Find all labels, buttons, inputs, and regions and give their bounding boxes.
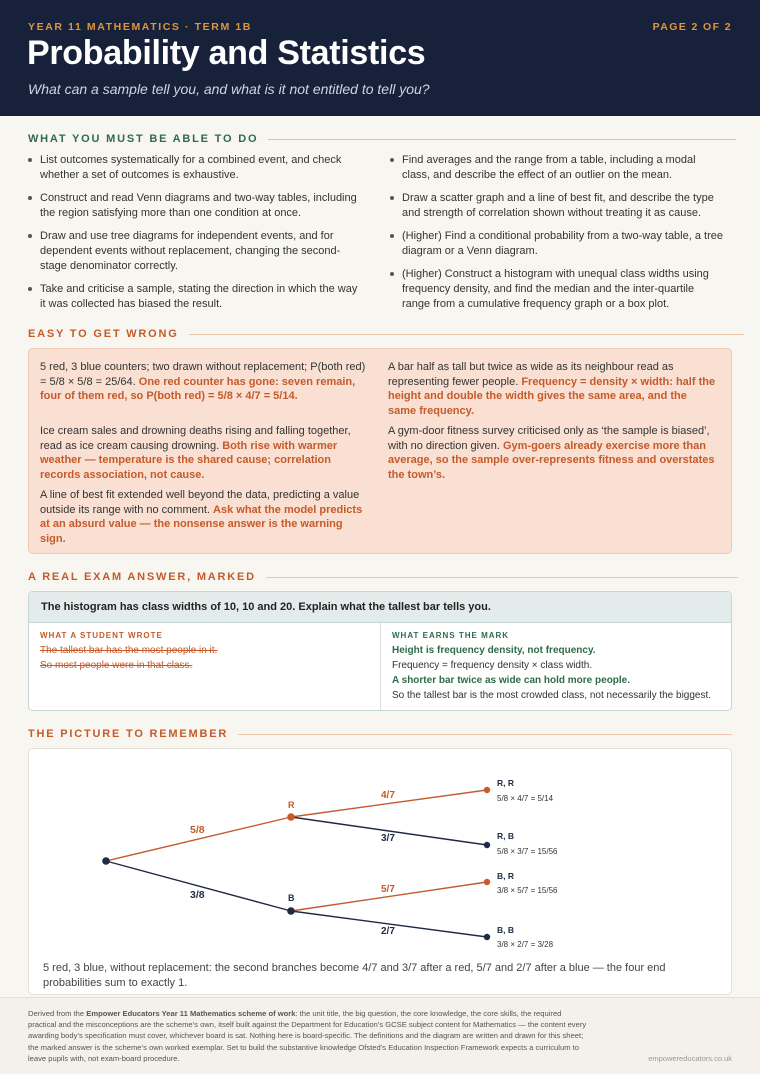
footer-note: [28, 1008, 588, 1064]
student-answer-line: The tallest bar has the most people in it.: [40, 645, 218, 656]
mistake-item: [40, 424, 370, 482]
node-red: [287, 813, 295, 821]
outcome-label: B, B: [497, 925, 514, 935]
mistake-wrong: A bar half as tall but twice as wide as its neighbour read as representing fewer people.: [388, 361, 674, 388]
mark-line: A shorter bar twice as wide can hold more people.: [392, 675, 631, 686]
mistake-wrong: 5 red, 3 blue counters; two drawn without replacement; P(both red) = 5/8 × 5/8 = 25/64.: [40, 361, 366, 388]
skill-item: (Higher) Find a conditional probability from a two-way table, a tree diagram or a Venn diagram.: [390, 229, 725, 259]
mistake-item: [40, 360, 370, 404]
picture-heading-text: THE PICTURE TO REMEMBER: [28, 728, 229, 740]
skills-list-right: [390, 153, 725, 320]
outcome-calc: 3/8 × 2/7 = 3/28: [497, 940, 554, 949]
tree-diagram: [29, 749, 733, 959]
exam-answer-box: [28, 591, 732, 711]
exam-question: [29, 592, 732, 623]
course-kicker: YEAR 11 MATHEMATICS · TERM 1B: [28, 21, 252, 33]
skill-item: Draw a scatter graph and a line of best fit, and describe the type and strength of correlation shown without treating it as cause.: [390, 191, 725, 221]
branch-blue-first: [106, 861, 291, 911]
skills-list-left: [28, 153, 363, 320]
mistake-wrong: Ice cream sales and drowning deaths rising and falling together, read as ice cream causing drowning.: [40, 425, 351, 452]
skills-heading-rule: [268, 139, 736, 140]
mistake-wrong: A line of best fit extended well beyond the data, predicting a value outside its range with no comment.: [40, 489, 360, 516]
end-node: [484, 934, 490, 940]
end-node: [484, 842, 490, 848]
picture-heading-rule: [238, 734, 732, 735]
outcome-label: B, R: [497, 871, 514, 881]
page-title: Probability and Statistics: [27, 34, 426, 72]
branch-label-blue-blue: 2/7: [381, 926, 395, 937]
skill-item: Find averages and the range from a table, including a modal class, and describe the effect of an outlier on the mean.: [390, 153, 725, 183]
skill-item: List outcomes systematically for a combined event, and check whether a set of outcomes is exhaustive.: [28, 153, 363, 183]
mistakes-heading-rule: [189, 334, 744, 335]
page-number: PAGE 2 OF 2: [652, 21, 732, 33]
student-answer-line: So most people were in that class.: [40, 660, 193, 671]
mistake-fix: One red counter has gone: seven remain, four of them red, so P(both red) = 5/8 × 4/7 = 5/14.: [40, 375, 356, 402]
branch-label-red-first: 5/8: [190, 824, 205, 836]
mark-label: WHAT EARNS THE MARK: [392, 631, 510, 640]
outcome-calc: 5/8 × 3/7 = 15/56: [497, 847, 558, 856]
end-node: [484, 879, 490, 885]
mistakes-box: [28, 348, 732, 554]
footer-source: Empower Educators Year 11 Mathematics scheme of work: [86, 1009, 296, 1018]
skills-heading: [28, 133, 736, 145]
mistake-fix: Both rise with warmer weather — temperature is the shared cause; correlation records association, not cause.: [40, 439, 338, 481]
skill-item: Take and criticise a sample, stating the direction in which the way it was collected has biased the result.: [28, 282, 363, 312]
picture-heading: [28, 728, 732, 740]
mistake-wrong: A gym-door fitness survey criticised only as ‘the sample is biased’, with no direction given.: [388, 425, 710, 452]
node-label-blue: B: [288, 893, 295, 903]
footer-post: : the unit title, the big question, the core knowledge, the core skills, the required practical and the misconceptions are the scheme’s own, itself built against the Department for Education’s GCSE subject content for Mathematics — the content every awarding body’s specification must cover, whichever board is sat. Nothing here is board-specific. The definitions and the diagram are written and drawn for this sheet; the marked answer is the scheme’s own worked exemplar. Set to build the substantive knowledge Ofsted’s Education Inspection Framework expects a curriculum to leave pupils with, not exam-board procedure.: [28, 1009, 587, 1063]
branch-label-red-red: 4/7: [381, 790, 395, 801]
end-node: [484, 787, 490, 793]
mark-line: Height is frequency density, not frequency.: [392, 645, 596, 656]
page-footer: [0, 997, 760, 1074]
mark-line: Frequency = frequency density × class width.: [392, 660, 593, 671]
mistake-fix: Ask what the model predicts at an absurd value — the nonsense answer is the warning sign.: [40, 503, 363, 545]
mistakes-heading: [28, 328, 744, 340]
footer-url: empowereducators.co.uk: [648, 1054, 732, 1063]
student-answer-label: WHAT A STUDENT WROTE: [40, 631, 163, 640]
skills-heading-text: WHAT YOU MUST BE ABLE TO DO: [28, 133, 259, 145]
branch-label-red-blue: 3/7: [381, 833, 395, 844]
skill-item: (Higher) Construct a histogram with unequal class widths using frequency density, and find the median and the inter-quartile range from a cumulative frequency graph or a box plot.: [390, 267, 725, 312]
skill-item: Draw and use tree diagrams for independent events, and for dependent events without replacement, changing the second-stage denominator correctly.: [28, 229, 363, 274]
footer-pre: Derived from the: [28, 1009, 87, 1018]
mistake-item: [388, 424, 718, 482]
mistake-item: [388, 360, 718, 418]
outcome-label: R, B: [497, 831, 514, 841]
branch-label-blue-first: 3/8: [190, 889, 205, 901]
root-node: [102, 857, 110, 865]
exam-heading: [28, 571, 738, 583]
node-blue: [287, 907, 295, 915]
tree-diagram-box: [28, 748, 732, 995]
exam-heading-rule: [266, 577, 738, 578]
column-divider: [380, 623, 381, 711]
outcome-label: R, R: [497, 778, 514, 788]
page-header: [0, 0, 760, 116]
mistake-fix: Gym-goers already exercise more than average, so the sample over-represents fitness and overstates the town’s.: [388, 439, 715, 481]
mistake-item: [40, 488, 370, 546]
node-label-red: R: [288, 800, 295, 810]
mark-line: So the tallest bar is the most crowded class, not necessarily the biggest.: [392, 690, 712, 701]
exam-question-text: The histogram has class widths of 10, 10 and 20. Explain what the tallest bar tells you.: [41, 601, 491, 613]
mistakes-heading-text: EASY TO GET WRONG: [28, 328, 179, 340]
outcome-calc: 5/8 × 4/7 = 5/14: [497, 794, 554, 803]
branch-label-blue-red: 5/7: [381, 884, 395, 895]
exam-heading-text: A REAL EXAM ANSWER, MARKED: [28, 571, 256, 583]
skill-item: Construct and read Venn diagrams and two-way tables, including the region satisfying more than one condition at once.: [28, 191, 363, 221]
page-subtitle: What can a sample tell you, and what is it not entitled to tell you?: [28, 81, 430, 97]
outcome-calc: 3/8 × 5/7 = 15/56: [497, 886, 558, 895]
mistake-fix: Frequency = density × width: half the height and double the width gives the same area, and the same frequency.: [388, 375, 716, 417]
diagram-caption: 5 red, 3 blue, without replacement: the second branches become 4/7 and 3/7 after a red, 5/7 and 2/7 after a blue — the four end probabilities sum to exactly 1.: [43, 962, 666, 989]
